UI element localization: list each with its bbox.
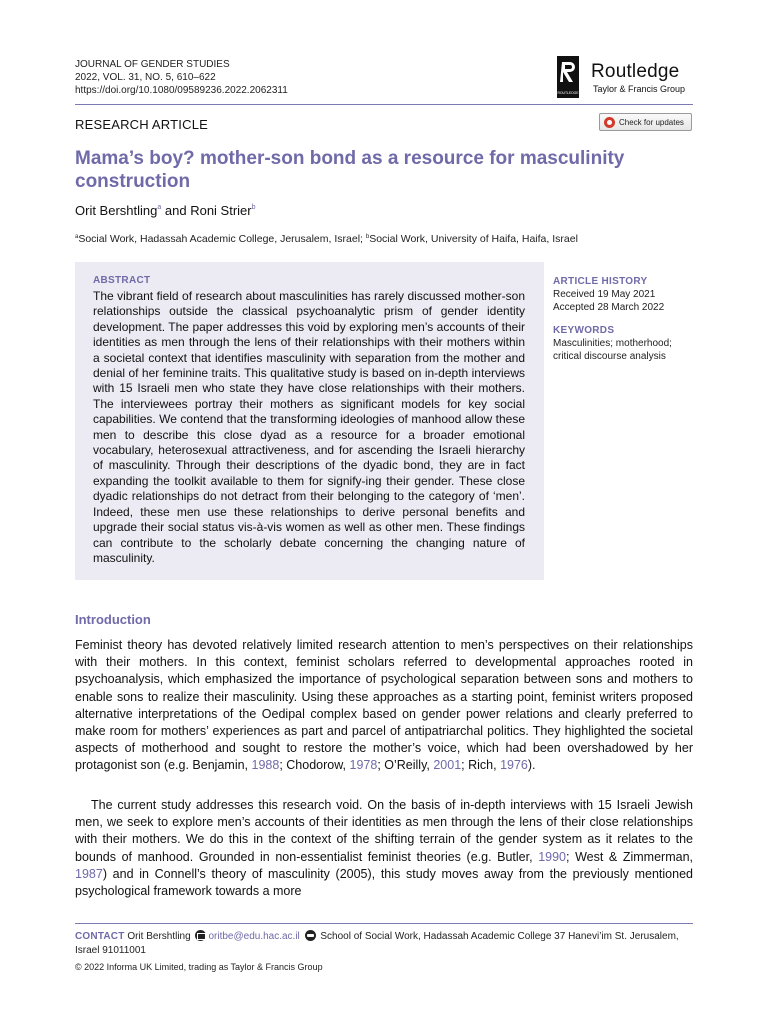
affil-b-sup: b (365, 234, 370, 240)
affil-b: Social Work, University of Haifa, Haifa, Israel (369, 233, 578, 245)
p1-text: ; Rich, (461, 758, 501, 773)
article-title: Mama’s boy? mother-son bond as a resource for masculinity construction (75, 148, 625, 192)
author-2[interactable]: Roni Strier (190, 203, 252, 218)
abstract-text: The vibrant field of research about masculinities has rarely discussed mother-son relationships outside the classical psychoanalytic prism of gender identity development. The paper addresses this void by exploring men’s accounts of their identities as men through the lens of their relationships with their mothers within a societal context that identifies masculinity with separation from the mother and denial of her feminine traits. This qualitative study is based on in-depth interviews with 15 Israeli men who state they have close relationships with their mothers. The interviewees portray their mothers as significant models for key social capabilities. We contend that the transforming ideologies of manhood allow these men to describe this close dyad as a resource for a broader emotional vocabulary, heterosexual attractiveness, and for ascending the Israeli hierarchy of masculinity. Through their descriptions of the dyadic bond, they are in fact expanding the toolkit available to them for signify-ing their gender. These close dyadic relationships do not detract from their belonging to the category of ‘men’. Indeed, these men use these relationships to derive personal benefits and upgrade their social status vis-à-vis women as well as other men. These findings can contribute to the scholarly debate concerning the changing nature of masculinity. (93, 289, 525, 565)
p1-text: ; Chodorow, (279, 758, 350, 773)
check-updates-label: Check for updates (619, 117, 684, 127)
author-1-affil[interactable]: a (157, 204, 162, 211)
p2-text: ) and in Connell’s theory of masculinity (2005), this study moves away from the previously mentioned psychological framework towards a more (75, 866, 693, 899)
introduction-heading: Introduction (75, 612, 151, 627)
affil-a: Social Work, Hadassah Academic College, Jerusalem, Israel; (78, 233, 366, 245)
contact-info (75, 930, 693, 957)
publisher-brand: Routledge (591, 61, 680, 82)
affil-a-sup: a (75, 234, 79, 240)
keywords-line-2: critical discourse analysis (553, 351, 666, 362)
routledge-logo (557, 56, 697, 98)
affiliations (75, 233, 578, 245)
journal-info (75, 58, 288, 97)
author-2-affil[interactable]: b (251, 204, 256, 211)
check-updates-icon (604, 117, 615, 128)
publisher-sub: Taylor & Francis Group (593, 84, 686, 94)
citation-link[interactable]: 2001 (433, 758, 462, 773)
contact-address: School of Social Work, Hadassah Academic College 37 Hanevi’im St. Jerusalem, Israel 91011001 (75, 931, 679, 956)
p1-text: ). (527, 758, 536, 773)
header-rule (75, 104, 693, 105)
accepted-date: Accepted 28 March 2022 (553, 302, 665, 313)
received-date: Received 19 May 2021 (553, 289, 656, 300)
p1-text: ; O’Reilly, (377, 758, 434, 773)
p1-text: Feminist theory has devoted relatively limited research attention to men’s perspectives on their relationships with their mothers. In this context, feminist scholars referred to developmental approaches rooted in psychoanalysis, which emphasized the importance of psychological separation between sons and mothers to enable sons to realize their masculinity. Using these approaches as a starting point, feminist writers proposed alternative interpretations of the Oedipal complex based on gender power relations and clearly preferred to make room for mothers’ experiences as part and parcel of antipatriarchal politics. They highlighted the societal aspects of motherhood and sought to restore the mother’s voice, which had been overshadowed by her protagonist son (e.g. Benjamin, (75, 638, 693, 773)
copyright: © 2022 Informa UK Limited, trading as Taylor & Francis Group (75, 962, 323, 972)
citation-link[interactable]: 1987 (75, 866, 103, 881)
intro-paragraph-1 (75, 637, 693, 775)
abstract-heading: ABSTRACT (93, 275, 151, 286)
envelope-icon (195, 930, 206, 941)
contact-name: Orit Bershtling (124, 931, 194, 942)
authors (75, 203, 256, 218)
journal-volume: 2022, VOL. 31, NO. 5, 610–622 (75, 72, 216, 83)
keywords-line-1: Masculinities; motherhood; (553, 338, 672, 349)
journal-doi[interactable]: https://doi.org/10.1080/09589236.2022.2062311 (75, 85, 288, 96)
routledge-vertical-mark: ROUTLEDGE (557, 91, 579, 95)
address-icon (305, 930, 316, 941)
contact-label: CONTACT (75, 931, 125, 942)
footer-rule (75, 923, 693, 924)
routledge-mark-icon (557, 56, 579, 98)
journal-name: JOURNAL OF GENDER STUDIES (75, 59, 230, 70)
article-sidebar (553, 275, 703, 363)
p2-text: ; West & Zimmerman, (566, 849, 693, 864)
citation-link[interactable]: 1976 (500, 758, 528, 773)
article-type: RESEARCH ARTICLE (75, 117, 208, 132)
check-for-updates-button[interactable] (599, 113, 692, 131)
citation-link[interactable]: 1990 (538, 849, 566, 864)
citation-link[interactable]: 1988 (251, 758, 280, 773)
authors-and: and (161, 203, 191, 218)
p2-text: The current study addresses this research void. On the basis of in-depth interviews with 15 Israeli Jewish men, we seek to explore men’s accounts of their identities as men through the lens of their close relationships with their mothers. We do this in the context of the shifting terrain of the gender system as it relates to the bounds of manhood. Grounded in non-essentialist feminist theories (e.g. Butler, (75, 798, 693, 864)
keywords-heading: KEYWORDS (553, 325, 615, 336)
contact-email[interactable]: oritbe@edu.hac.ac.il (208, 931, 300, 942)
abstract-box (75, 262, 544, 580)
citation-link[interactable]: 1978 (349, 758, 378, 773)
author-1[interactable]: Orit Bershtling (75, 203, 158, 218)
article-history-heading: ARTICLE HISTORY (553, 276, 648, 287)
intro-paragraph-2 (75, 797, 693, 900)
